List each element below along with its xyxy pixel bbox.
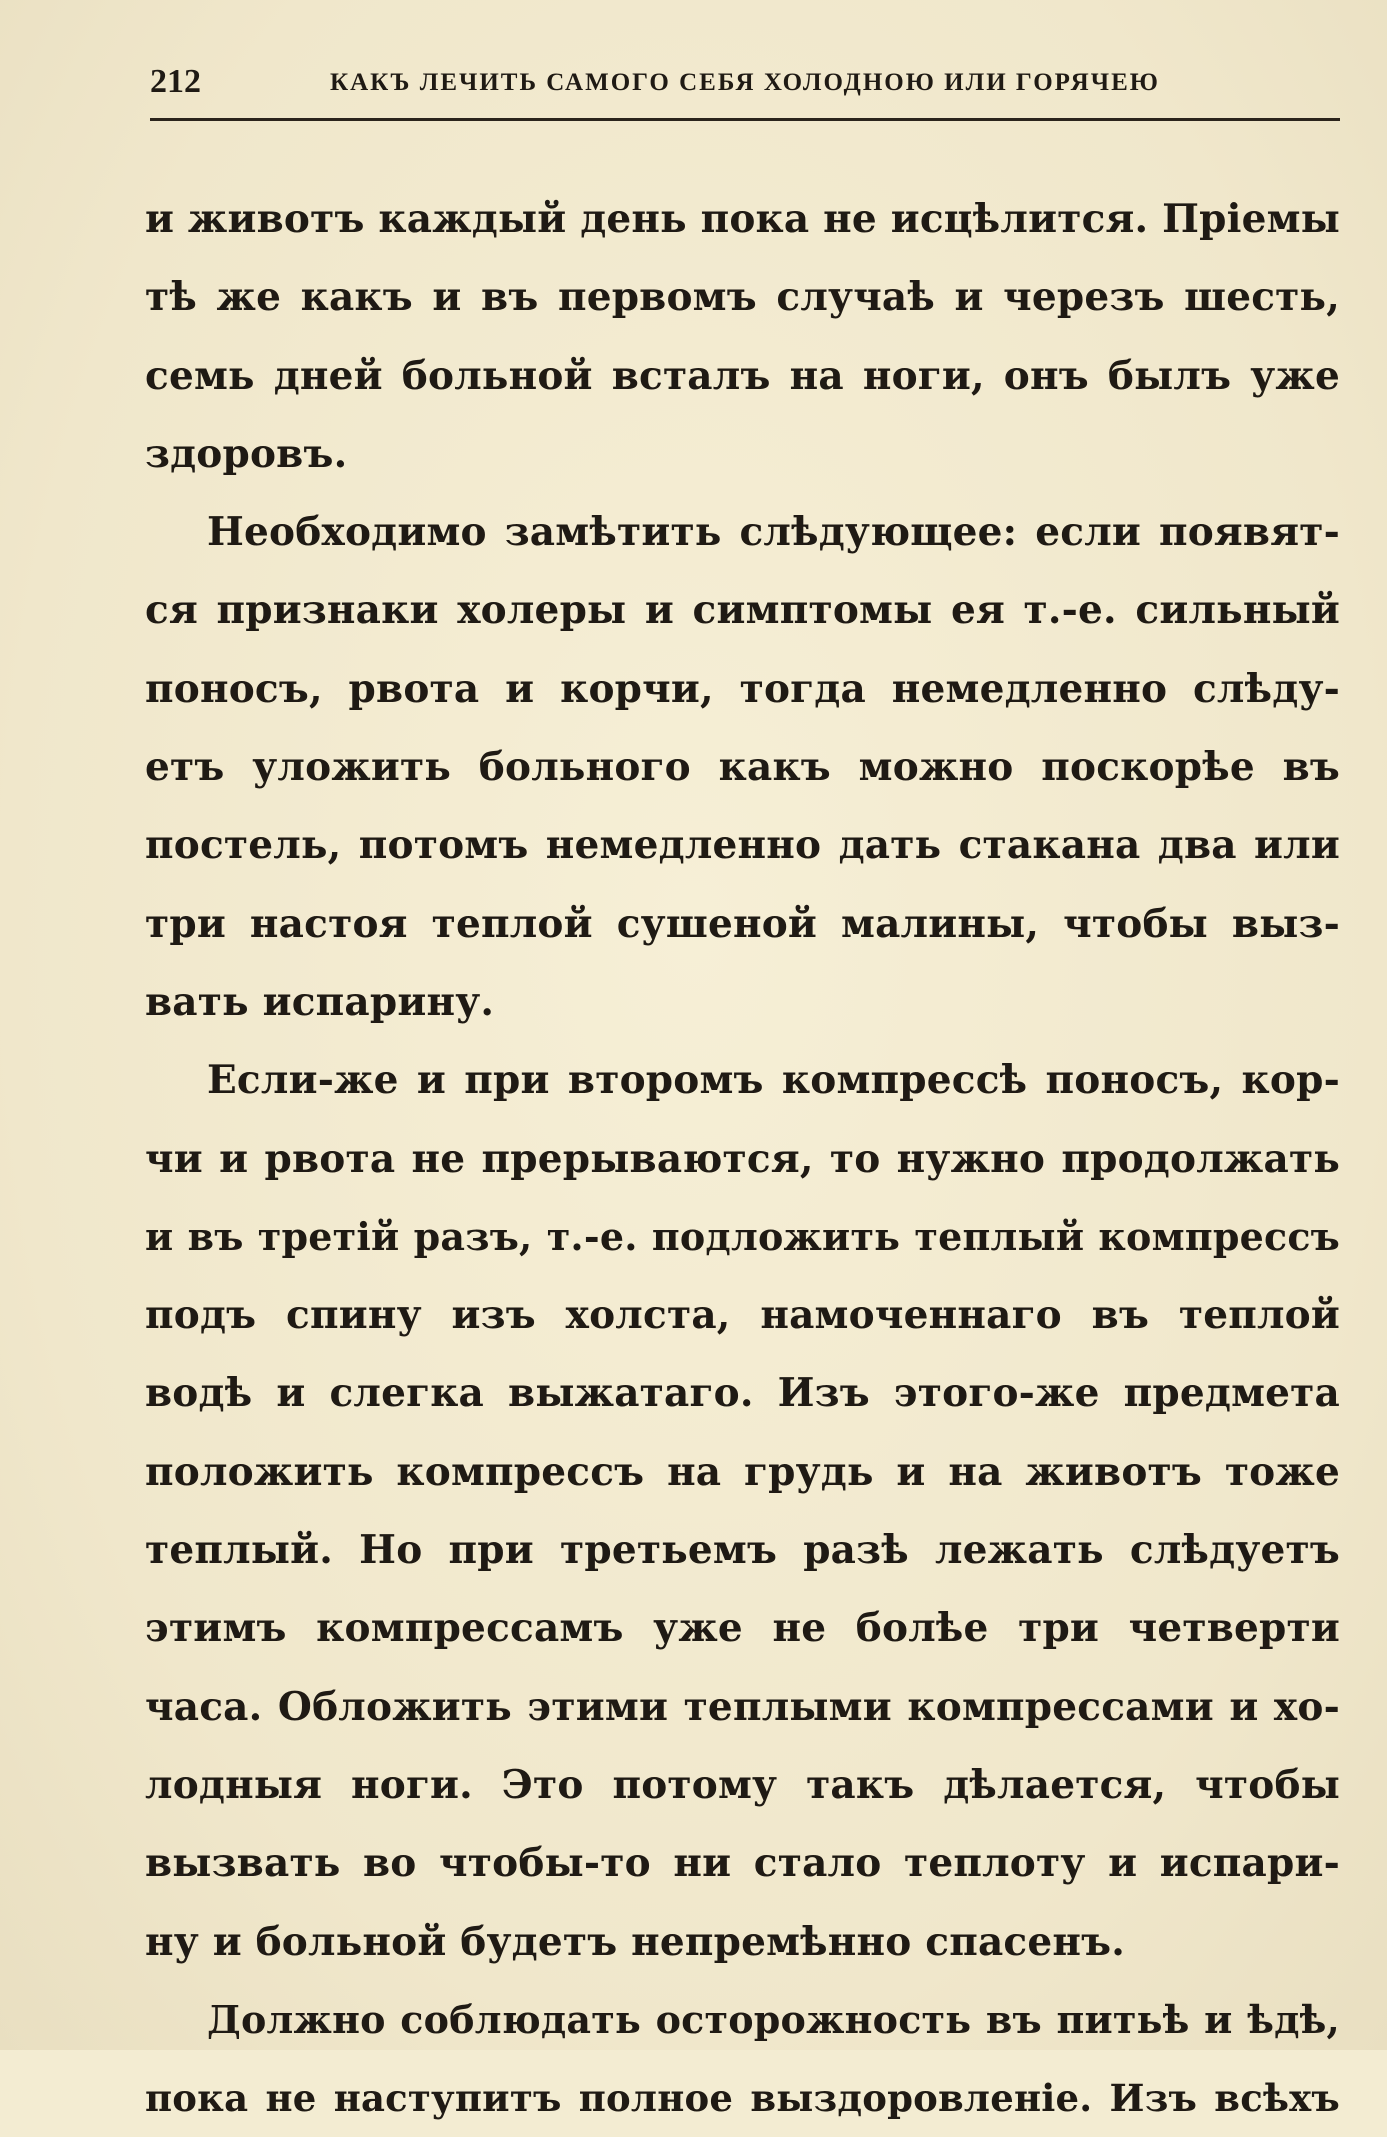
text-line: лодныя ноги. Это потому такъ дѣлается, чтобы	[145, 1761, 1340, 1808]
text-line: постель, потомъ немедленно дать стакана два или	[145, 822, 1340, 869]
text-line: часа. Обложить этими теплыми компрессами и хо-	[145, 1683, 1340, 1730]
page-header	[150, 62, 1340, 112]
paragraph-start-line: Необходимо замѣтить слѣдующее: если появят-	[207, 509, 1340, 556]
text-line: ну и больной будетъ непремѣнно спасенъ.	[145, 1918, 1126, 1965]
running-head: КАКЪ ЛЕЧИТЬ САМОГО СЕБЯ ХОЛОДНОЮ ИЛИ ГОРЯЧЕЮ	[330, 69, 1160, 96]
text-line: три настоя теплой сушеной малины, чтобы выз-	[145, 900, 1340, 947]
text-line: теплый. Но при третьемъ разѣ лежать слѣдуетъ	[145, 1527, 1340, 1574]
body-text	[145, 180, 1340, 2137]
text-line: здоровъ.	[145, 430, 348, 477]
text-line: пока не наступитъ полное выздоровленіе. Изъ всѣхъ	[145, 2076, 1340, 2121]
text-line: семь дней больной всталъ на ноги, онъ былъ уже	[145, 352, 1340, 399]
text-line: ся признаки холеры и симптомы ея т.-е. сильный	[145, 587, 1340, 634]
text-line: и животъ каждый день пока не исцѣлится. Пріемы	[145, 196, 1341, 242]
text-line: поносъ, рвота и корчи, тогда немедленно слѣду-	[145, 665, 1340, 712]
text-line: вызвать во чтобы-то ни стало теплоту и испари-	[145, 1840, 1340, 1887]
text-line: чи и рвота не прерываются, то нужно продолжать	[145, 1135, 1340, 1182]
text-line: етъ уложить больного какъ можно поскорѣе въ	[145, 744, 1340, 791]
page-number: 212	[150, 63, 201, 100]
text-line: тѣ же какъ и въ первомъ случаѣ и черезъ шесть,	[145, 274, 1340, 321]
text-line: вать испарину.	[145, 978, 495, 1025]
text-line: положить компрессъ на грудь и на животъ тоже	[145, 1448, 1340, 1495]
paragraph-start-line: Должно соблюдать осторожность въ питьѣ и ѣдѣ,	[207, 1996, 1340, 2042]
header-rule	[150, 118, 1340, 121]
text-line: этимъ компрессамъ уже не болѣе три четверти	[145, 1605, 1340, 1652]
text-line: водѣ и слегка выжатаго. Изъ этого-же предмета	[145, 1370, 1340, 1417]
text-line: и въ третій разъ, т.-е. подложить теплый компрессъ	[145, 1213, 1340, 1259]
paragraph-start-line: Если-же и при второмъ компрессѣ поносъ, кор-	[207, 1057, 1340, 1104]
text-line: подъ спину изъ холста, намоченнаго въ теплой	[145, 1292, 1340, 1339]
